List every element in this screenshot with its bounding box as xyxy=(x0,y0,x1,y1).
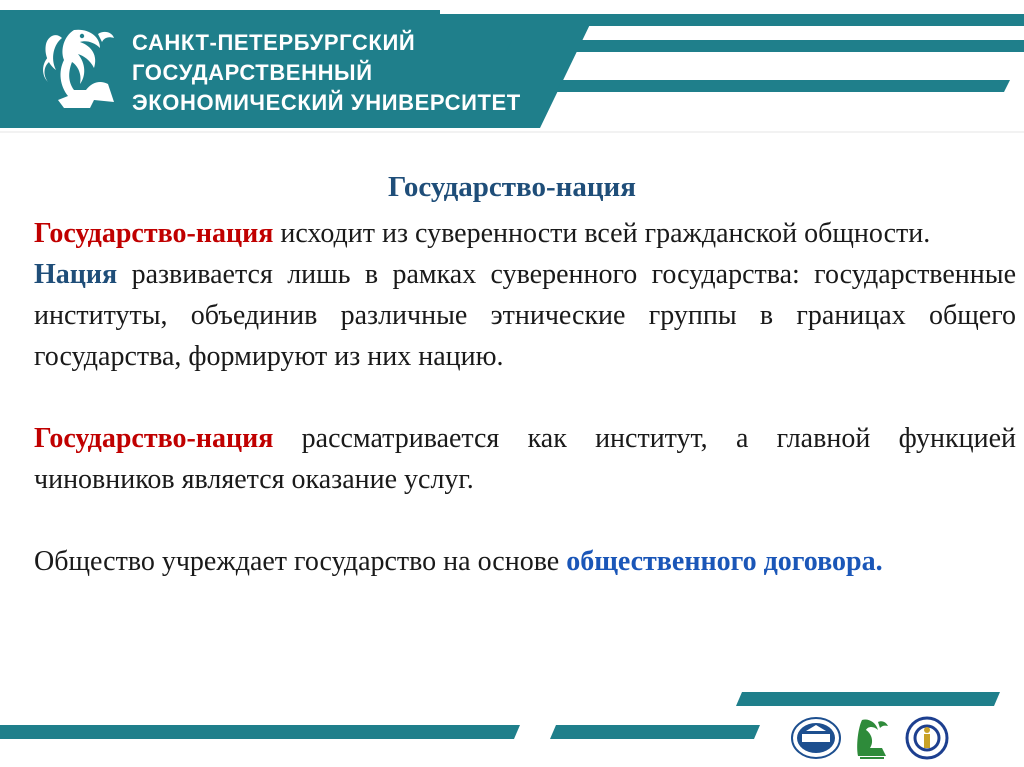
term-nation: Нация xyxy=(34,259,118,290)
university-name-line-3: ЭКОНОМИЧЕСКИЙ УНИВЕРСИТЕТ xyxy=(132,90,521,115)
griffin-icon xyxy=(34,24,120,116)
university-name xyxy=(132,28,521,118)
term-state-nation: Государство-нация xyxy=(34,218,274,249)
footer-stripe-short xyxy=(550,725,760,739)
slide-body xyxy=(34,213,1016,582)
paragraph-4 xyxy=(34,541,1016,582)
term-social-contract: общественного договора. xyxy=(566,546,883,577)
university-name-line-2: ГОСУДАРСТВЕННЫЙ xyxy=(132,60,373,85)
paragraph-1-text: исходит из суверенности всей гражданской общности. xyxy=(273,218,931,249)
paragraph-4-text: Общество учреждает государство на основе xyxy=(34,546,567,577)
header-stripe-upper xyxy=(462,14,1024,26)
footer-stripe-right xyxy=(736,692,1000,706)
paragraph-2-text: развивается лишь в рамках суверенного государства: государственные институты, объединив различные этнические группы в границах общего государства, формируют из них нацию. xyxy=(34,259,1016,372)
header-stripe-thin xyxy=(556,80,1010,92)
finek-griffin-logo-icon xyxy=(852,716,892,760)
paragraph-3-text: рассматривается как институт, а главной функцией чиновников является оказание услуг. xyxy=(34,423,1016,495)
paragraph-1 xyxy=(34,213,1016,254)
slide-title: Государство-нация xyxy=(388,171,636,203)
university-name-line-1: САНКТ-ПЕТЕРБУРГСКИЙ xyxy=(132,30,416,55)
paragraph-2 xyxy=(34,254,1016,377)
term-state-nation-2: Государство-нация xyxy=(34,423,274,454)
round-emblem-logo-icon xyxy=(904,716,950,760)
header-stripe-lower xyxy=(506,40,1024,52)
paragraph-3 xyxy=(34,418,1016,500)
inzhekon-logo-icon xyxy=(790,716,842,760)
footer-stripe-long xyxy=(0,725,520,739)
